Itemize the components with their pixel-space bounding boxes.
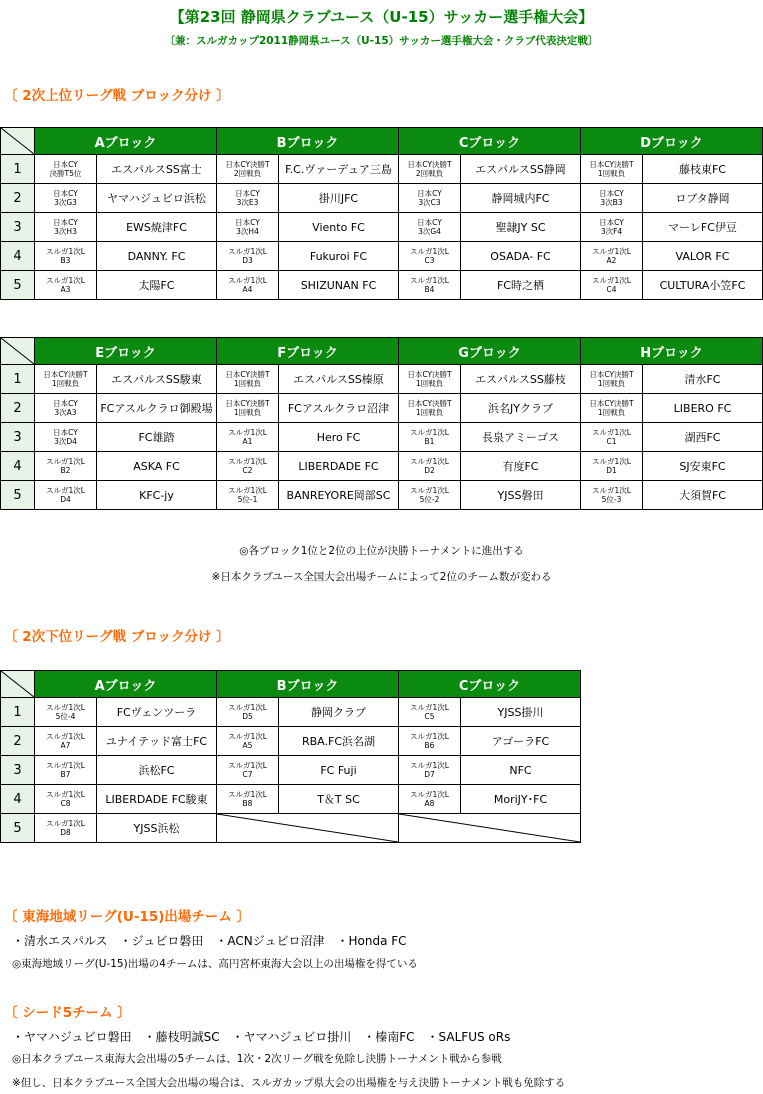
row-number: 2 <box>1 727 35 756</box>
qualification-cell: 日本CY決勝T 1回戦負 <box>399 394 461 423</box>
qualification-cell: 日本CY決勝T 1回戦負 <box>581 394 643 423</box>
qualification-cell: 日本CY決勝T 1回戦負 <box>581 155 643 184</box>
qualification-cell: スルガ1次L C7 <box>217 756 279 785</box>
team-cell: エスパルスSS富士 <box>97 155 217 184</box>
table-row <box>1 365 763 394</box>
team-cell: FCアスルクラロ御殿場 <box>97 394 217 423</box>
seed-note-1: ◎日本クラブユース東海大会出場の5チームは、1次・2次リーグ戦を免除し決勝トーナメント戦から参戦 <box>12 1053 502 1065</box>
block-header: Eブロック <box>35 338 217 365</box>
table-row <box>1 155 763 184</box>
row-number: 1 <box>1 365 35 394</box>
team-cell: エスパルスSS榛原 <box>279 365 399 394</box>
tokai-team-list: ・清水エスパルス ・ジュビロ磐田 ・ACNジュビロ沼津 ・Honda FC <box>12 934 407 948</box>
team-cell: Hero FC <box>279 423 399 452</box>
qualification-cell: スルガ1次L B6 <box>399 727 461 756</box>
team-cell: MoriJY･FC <box>461 785 581 814</box>
qualification-cell: スルガ1次L D5 <box>217 698 279 727</box>
corner-cell <box>1 338 35 365</box>
qualification-cell: 日本CY決勝T 2回戦負 <box>217 155 279 184</box>
team-cell: エスパルスSS駿東 <box>97 365 217 394</box>
empty-cell <box>399 814 581 843</box>
team-cell: 湖西FC <box>643 423 763 452</box>
table-row <box>1 756 581 785</box>
team-cell: 長泉アミーゴス <box>461 423 581 452</box>
upper-league-table-1 <box>0 127 763 300</box>
lower-league-table <box>0 670 581 843</box>
row-number: 2 <box>1 184 35 213</box>
block-header: Cブロック <box>399 128 581 155</box>
qualification-cell: 日本CY 3次A3 <box>35 394 97 423</box>
upper-league-table-2 <box>0 337 763 510</box>
row-number: 1 <box>1 698 35 727</box>
team-cell: 有度FC <box>461 452 581 481</box>
team-cell: YJSS掛川 <box>461 698 581 727</box>
team-cell: 藤枝東FC <box>643 155 763 184</box>
team-cell: FC Fuji <box>279 756 399 785</box>
block-header: Dブロック <box>581 128 763 155</box>
page-subtitle: 〔兼：スルガカップ2011静岡県ユース（U-15）サッカー選手権大会・クラブ代表決定戦〕 <box>164 35 599 47</box>
team-cell: RBA.FC浜名湖 <box>279 727 399 756</box>
team-cell: F.C.ヴァーデュア三島 <box>279 155 399 184</box>
team-cell: 浜名JYクラブ <box>461 394 581 423</box>
team-cell: 静岡城内FC <box>461 184 581 213</box>
table-row <box>1 698 581 727</box>
qualification-cell: スルガ1次L D7 <box>399 756 461 785</box>
qualification-cell: 日本CY 3次B3 <box>581 184 643 213</box>
qualification-cell: 日本CY決勝T 2回戦負 <box>399 155 461 184</box>
team-cell: BANREYORE岡部SC <box>279 481 399 510</box>
qualification-cell: 日本CY決勝T 1回戦負 <box>35 365 97 394</box>
team-cell: Fukuroi FC <box>279 242 399 271</box>
row-number: 3 <box>1 756 35 785</box>
row-number: 3 <box>1 213 35 242</box>
row-number: 5 <box>1 814 35 843</box>
qualification-cell: 日本CY決勝T 1回戦負 <box>217 365 279 394</box>
seed-heading: 〔 シード5チーム 〕 <box>4 1005 131 1021</box>
qualification-cell: スルガ1次L A2 <box>581 242 643 271</box>
team-cell: T＆T SC <box>279 785 399 814</box>
qualification-cell: 日本CY決勝T 1回戦負 <box>399 365 461 394</box>
seed-team-list: ・ヤマハジュビロ磐田 ・藤枝明誠SC ・ヤマハジュビロ掛川 ・榛南FC ・SALFUS oRs <box>12 1030 511 1044</box>
qualification-cell: 日本CY 3次E3 <box>217 184 279 213</box>
qualification-cell: スルガ1次L B4 <box>399 271 461 300</box>
team-cell: Viento FC <box>279 213 399 242</box>
team-cell: ユナイテッド富士FC <box>97 727 217 756</box>
team-cell: FCヴェンツーラ <box>97 698 217 727</box>
qualification-cell: スルガ1次L 5位-1 <box>217 481 279 510</box>
upper-league-heading: 〔 2次上位リーグ戦 ブロック分け 〕 <box>4 88 230 104</box>
row-number: 5 <box>1 481 35 510</box>
qualification-cell: スルガ1次L D3 <box>217 242 279 271</box>
qualification-cell: 日本CY 3次D4 <box>35 423 97 452</box>
table-row <box>1 785 581 814</box>
team-cell: FC雄踏 <box>97 423 217 452</box>
team-cell: 清水FC <box>643 365 763 394</box>
table-row <box>1 727 581 756</box>
table-row <box>1 242 763 271</box>
team-cell: マーレFC伊豆 <box>643 213 763 242</box>
team-cell: EWS焼津FC <box>97 213 217 242</box>
empty-cell <box>217 814 399 843</box>
block-header: Aブロック <box>35 671 217 698</box>
qualification-cell: スルガ1次L D8 <box>35 814 97 843</box>
table-row <box>1 184 763 213</box>
qualification-cell: スルガ1次L A5 <box>217 727 279 756</box>
qualification-cell: スルガ1次L A4 <box>217 271 279 300</box>
table-row <box>1 481 763 510</box>
team-cell: ヤマハジュビロ浜松 <box>97 184 217 213</box>
block-header: Hブロック <box>581 338 763 365</box>
block-header: Gブロック <box>399 338 581 365</box>
qualification-cell: スルガ1次L B3 <box>35 242 97 271</box>
qualification-cell: スルガ1次L B7 <box>35 756 97 785</box>
team-cell: 大須賀FC <box>643 481 763 510</box>
qualification-cell: スルガ1次L D1 <box>581 452 643 481</box>
team-cell: アゴーラFC <box>461 727 581 756</box>
team-cell: FC時之栖 <box>461 271 581 300</box>
team-cell: 静岡クラブ <box>279 698 399 727</box>
team-cell: KFC-jy <box>97 481 217 510</box>
qualification-cell: 日本CY 決勝T5位 <box>35 155 97 184</box>
table-row <box>1 271 763 300</box>
corner-cell <box>1 671 35 698</box>
row-number: 5 <box>1 271 35 300</box>
qualification-cell: スルガ1次L A7 <box>35 727 97 756</box>
qualification-cell: スルガ1次L 5位-2 <box>399 481 461 510</box>
qualification-cell: スルガ1次L C3 <box>399 242 461 271</box>
qualification-cell: スルガ1次L C1 <box>581 423 643 452</box>
team-cell: YJSS磐田 <box>461 481 581 510</box>
seed-note-2: ※但し、日本クラブユース全国大会出場の場合は、スルガカップ県大会の出場権を与え決勝トーナメント戦も免除する <box>12 1077 566 1089</box>
team-cell: LIBERO FC <box>643 394 763 423</box>
qualification-cell: スルガ1次L A8 <box>399 785 461 814</box>
qualification-cell: 日本CY 3次G3 <box>35 184 97 213</box>
team-cell: SJ安東FC <box>643 452 763 481</box>
team-cell: エスパルスSS藤枝 <box>461 365 581 394</box>
qualification-cell: スルガ1次L B2 <box>35 452 97 481</box>
team-cell: LIBERDADE FC <box>279 452 399 481</box>
table-row <box>1 394 763 423</box>
tokai-heading: 〔 東海地域リーグ(U-15)出場チーム 〕 <box>4 909 251 925</box>
table-row <box>1 213 763 242</box>
note-advance: ◎各ブロック1位と2位の上位が決勝トーナメントに進出する <box>239 545 524 557</box>
qualification-cell: スルガ1次L A1 <box>217 423 279 452</box>
team-cell: LIBERDADE FC駿東 <box>97 785 217 814</box>
team-cell: 掛川JFC <box>279 184 399 213</box>
qualification-cell: 日本CY 3次H3 <box>35 213 97 242</box>
qualification-cell: 日本CY 3次H4 <box>217 213 279 242</box>
qualification-cell: スルガ1次L D2 <box>399 452 461 481</box>
table-row <box>1 423 763 452</box>
team-cell: YJSS浜松 <box>97 814 217 843</box>
team-cell: 聖隷JY SC <box>461 213 581 242</box>
qualification-cell: 日本CY 3次F4 <box>581 213 643 242</box>
qualification-cell: スルガ1次L C4 <box>581 271 643 300</box>
team-cell: DANNY. FC <box>97 242 217 271</box>
qualification-cell: スルガ1次L C8 <box>35 785 97 814</box>
row-number: 4 <box>1 785 35 814</box>
team-cell: FCアスルクラロ沼津 <box>279 394 399 423</box>
row-number: 1 <box>1 155 35 184</box>
team-cell: VALOR FC <box>643 242 763 271</box>
qualification-cell: スルガ1次L C5 <box>399 698 461 727</box>
lower-league-heading: 〔 2次下位リーグ戦 ブロック分け 〕 <box>4 629 230 645</box>
qualification-cell: スルガ1次L A3 <box>35 271 97 300</box>
table-row <box>1 814 581 843</box>
team-cell: NFC <box>461 756 581 785</box>
team-cell: 浜松FC <box>97 756 217 785</box>
qualification-cell: 日本CY決勝T 1回戦負 <box>581 365 643 394</box>
qualification-cell: 日本CY決勝T 1回戦負 <box>217 394 279 423</box>
corner-cell <box>1 128 35 155</box>
team-cell: OSADA- FC <box>461 242 581 271</box>
team-cell: ASKA FC <box>97 452 217 481</box>
block-header: Aブロック <box>35 128 217 155</box>
table-row <box>1 452 763 481</box>
qualification-cell: スルガ1次L C2 <box>217 452 279 481</box>
row-number: 4 <box>1 242 35 271</box>
team-cell: ロブタ静岡 <box>643 184 763 213</box>
team-cell: エスパルスSS静岡 <box>461 155 581 184</box>
team-cell: 太陽FC <box>97 271 217 300</box>
qualification-cell: スルガ1次L 5位-4 <box>35 698 97 727</box>
block-header: Cブロック <box>399 671 581 698</box>
note-second-place: ※日本クラブユース全国大会出場チームによって2位のチーム数が変わる <box>211 571 552 583</box>
qualification-cell: 日本CY 3次C3 <box>399 184 461 213</box>
row-number: 2 <box>1 394 35 423</box>
qualification-cell: スルガ1次L B1 <box>399 423 461 452</box>
qualification-cell: 日本CY 3次G4 <box>399 213 461 242</box>
team-cell: CULTURA小笠FC <box>643 271 763 300</box>
qualification-cell: スルガ1次L 5位-3 <box>581 481 643 510</box>
block-header: Bブロック <box>217 671 399 698</box>
qualification-cell: スルガ1次L B8 <box>217 785 279 814</box>
qualification-cell: スルガ1次L D4 <box>35 481 97 510</box>
team-cell: SHIZUNAN FC <box>279 271 399 300</box>
block-header: Fブロック <box>217 338 399 365</box>
row-number: 3 <box>1 423 35 452</box>
row-number: 4 <box>1 452 35 481</box>
tokai-note: ◎東海地域リーグ(U-15)出場の4チームは、高円宮杯東海大会以上の出場権を得ている <box>12 958 418 970</box>
block-header: Bブロック <box>217 128 399 155</box>
page-title: 【第23回 静岡県クラブユース（U-15）サッカー選手権大会】 <box>169 8 594 26</box>
